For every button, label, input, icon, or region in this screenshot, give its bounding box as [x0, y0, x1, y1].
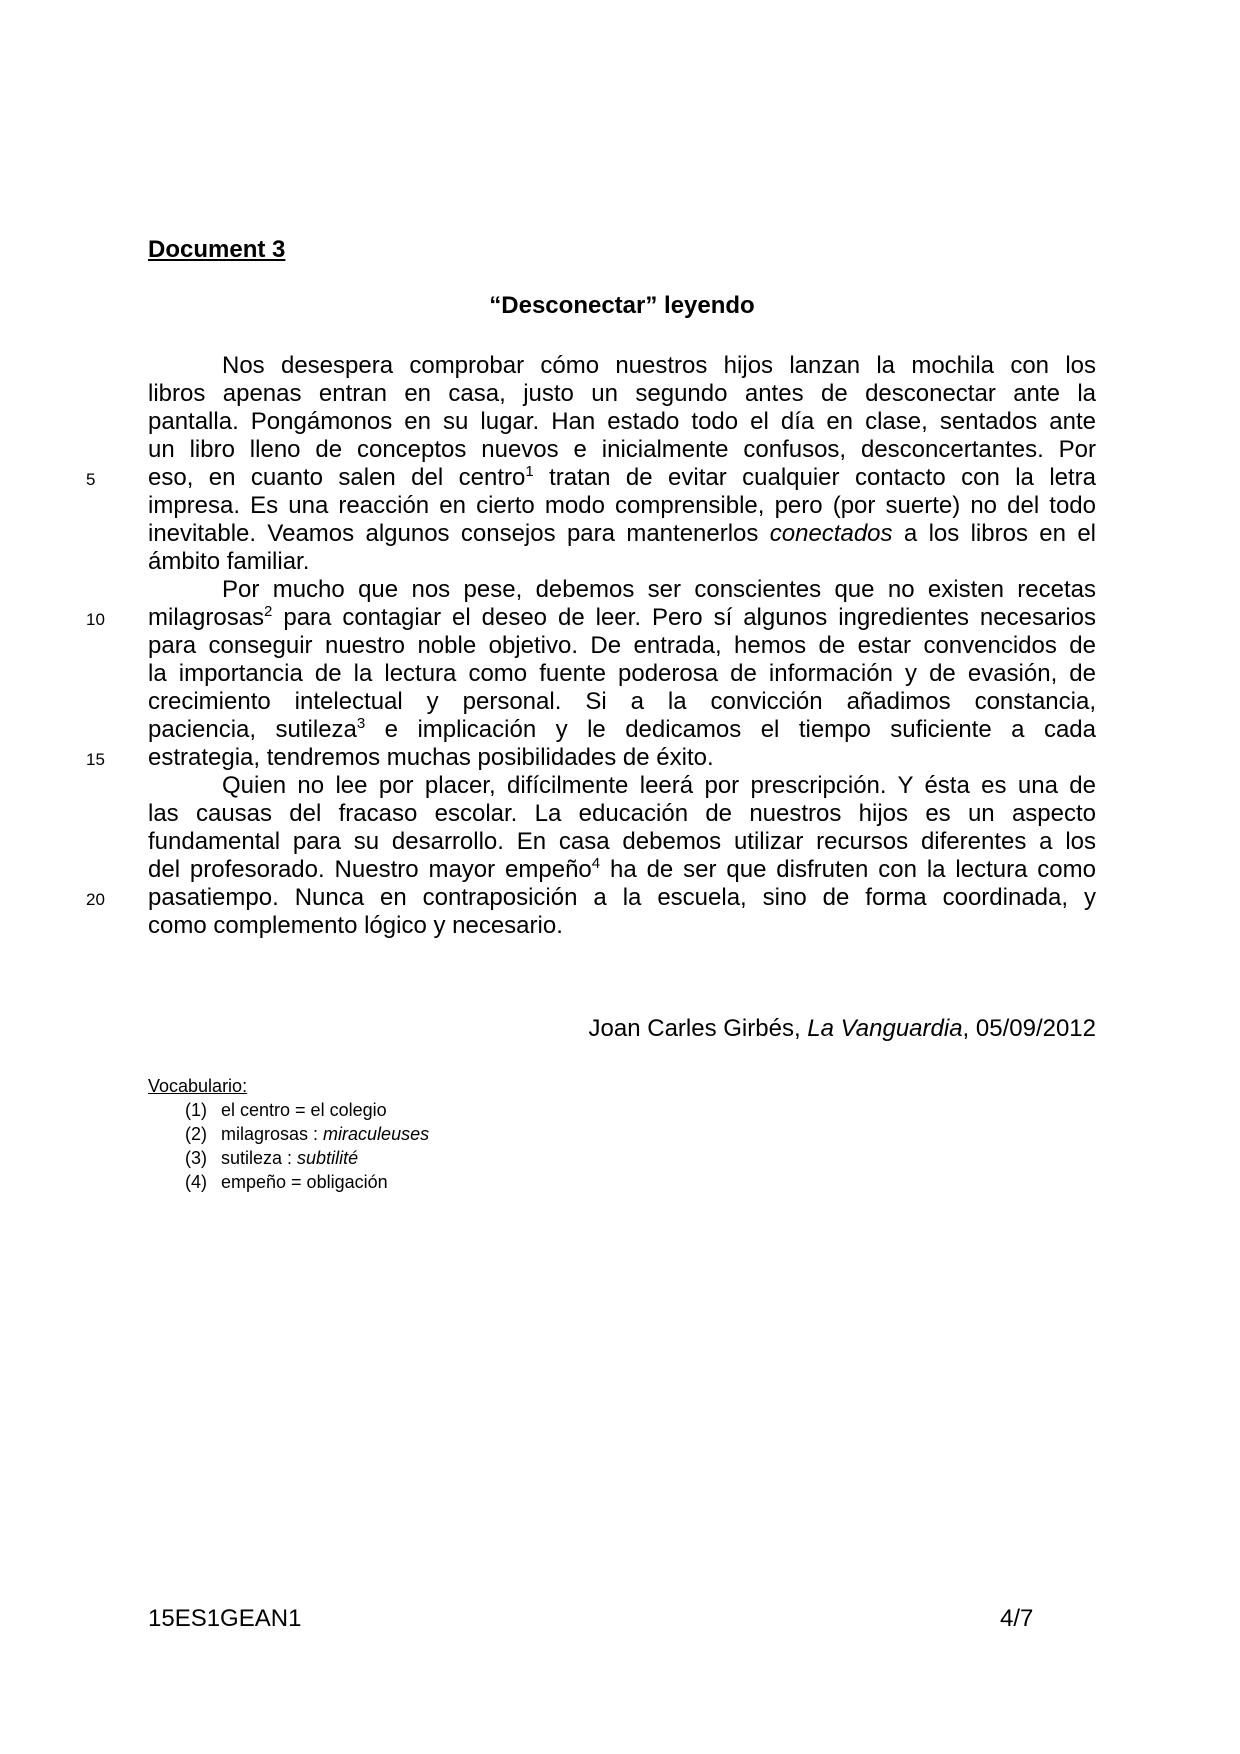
footnote-ref: 3 — [356, 715, 366, 732]
line-number: 10 — [86, 610, 105, 629]
text-line: como complemento lógico y necesario. — [148, 912, 563, 939]
text-line: la importancia de la lectura como fuente poderosa de información y de evasión, de — [148, 660, 1096, 687]
attribution-date: , 05/09/2012 — [962, 1015, 1096, 1042]
text-line: pantalla. Pongámonos en su lugar. Han estado todo el día en clase, sentados ante — [148, 408, 1096, 435]
text-line: ámbito familiar. — [148, 548, 310, 575]
text-line: crecimiento intelectual y personal. Si a la convicción añadimos constancia, — [148, 688, 1096, 715]
attribution-source: La Vanguardia — [807, 1015, 963, 1042]
text-line: eso, en cuanto salen del centro$^1$ tratan de evitar cualquier contacto con la letra — [148, 463, 1097, 491]
text-line: Por mucho que nos pese, debemos ser conscientes que no existen recetas — [222, 576, 1096, 603]
text-line: Quien no lee por placer, difícilmente leerá por prescripción. Y ésta es una de — [222, 772, 1096, 799]
text-line: del profesorado. Nuestro mayor empeño$^4$ ha de ser que disfruten con la lectura como — [148, 855, 1096, 883]
vocabulary-item: (2) milagrosas : miraculeuses — [185, 1124, 430, 1144]
text-line: fundamental para su desarrollo. En casa debemos utilizar recursos diferentes a los — [148, 828, 1096, 855]
attribution — [148, 1015, 1096, 1043]
text-line: un libro lleno de conceptos nuevos e inicialmente confusos, desconcertantes. Por — [148, 436, 1096, 463]
text-line: inevitable. Veamos algunos consejos para mantenerlos conectados a los libros en el — [148, 520, 1097, 547]
footnote-ref: 4 — [591, 855, 601, 872]
text-line: impresa. Es una reacción en cierto modo comprensible, pero (por suerte) no del todo — [148, 492, 1096, 519]
line-number: 5 — [86, 470, 96, 489]
vocabulary-item: (4) empeño = obligación — [185, 1172, 388, 1192]
attribution-author: Joan Carles Girbés, — [588, 1015, 808, 1042]
footnote-ref: 1 — [525, 463, 534, 480]
text-line: para conseguir nuestro noble objetivo. De entrada, hemos de estar convencidos de — [148, 632, 1096, 659]
document-title: “Desconectar” leyendo — [489, 292, 755, 319]
vocabulary-item: (3) sutileza : subtilité — [185, 1148, 359, 1168]
vocabulary — [148, 1074, 429, 1194]
text-line: Nos desespera comprobar cómo nuestros hijos lanzan la mochila con los — [222, 352, 1096, 379]
vocabulary-title: Vocabulario: — [148, 1076, 248, 1096]
text-line: estrategia, tendremos muchas posibilidades de éxito. — [148, 744, 714, 771]
line-number: 20 — [86, 890, 105, 909]
footer-page-number: 4/7 — [1000, 1605, 1034, 1632]
line-number: 15 — [86, 750, 105, 769]
text-line: milagrosas$^2$ para contagiar el deseo de leer. Pero sí algunos ingredientes necesarios — [148, 603, 1096, 631]
vocabulary-item: (1) el centro = el colegio — [185, 1100, 387, 1120]
footnote-ref: 2 — [264, 603, 273, 620]
text-line: paciencia, sutileza$^3$ e implicación y le dedicamos el tiempo suficiente a cada — [148, 715, 1096, 743]
text-line: libros apenas entran en casa, justo un segundo antes de desconectar ante la — [148, 380, 1096, 407]
text-line: las causas del fracaso escolar. La educación de nuestros hijos es un aspecto — [148, 800, 1096, 827]
footer-document-code: 15ES1GEAN1 — [148, 1605, 302, 1632]
text-line: pasatiempo. Nunca en contraposición a la escuela, sino de forma coordinada, y — [148, 884, 1096, 911]
document-heading: Document 3 — [148, 236, 286, 263]
